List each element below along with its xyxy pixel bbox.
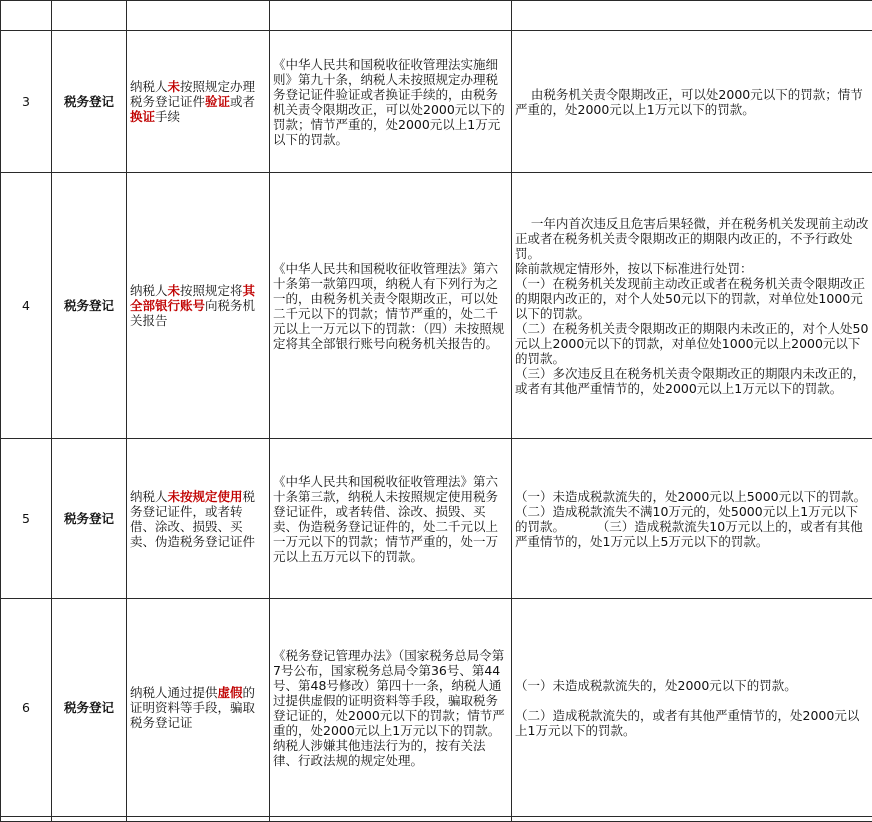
category-cell: 税务登记 <box>52 173 127 439</box>
penalty-standard: （一）未造成税款流失的，处2000元以下的罚款。 （二）造成税款流失的，或者有其他严重情节的，处2000元以上1万元以下的罚款。 <box>512 599 872 817</box>
category-cell: 税务登记 <box>52 599 127 817</box>
table-row <box>1 31 872 173</box>
penalty-standard <box>512 817 872 822</box>
violation-description <box>127 1 270 31</box>
row-number <box>1 1 52 31</box>
highlight-text: 虚假 <box>218 685 243 700</box>
description-text: 的证明资料等手段，骗取税务登记证 <box>130 685 255 730</box>
highlight-text: 未按规定使用 <box>168 489 243 504</box>
highlight-text: 未 <box>168 283 181 298</box>
row-number: 5 <box>1 439 52 599</box>
description-text: 按照规定将 <box>180 283 243 298</box>
violation-description <box>127 173 270 439</box>
penalty-standard: （一）未造成税款流失的，处2000元以上5000元以下的罚款。 （二）造成税款流失不满10万元的，处5000元以上1万元以下的罚款。 （三）造成税款流失10万元以上的，或者有其他严重情节的，处1万元以上5万元以下的罚款。 <box>512 439 872 599</box>
row-number: 4 <box>1 173 52 439</box>
violation-description <box>127 817 270 822</box>
description-text: 纳税人通过提供 <box>130 685 218 700</box>
category-cell: 税务登记 <box>52 31 127 173</box>
penalty-standard: 一年内首次违反且危害后果轻微，并在税务机关发现前主动改正或者在税务机关责令限期改正的期限内改正的，不予行政处罚。 除前款规定情形外，按以下标准进行处罚： （一）在税务机关发现前主动改正或者在税务机关责令限期改正的期限内改正的，对个人处50元以下的罚款，对单位处1000元以下的罚款。 （二）在税务机关责令限期改正的期限内未改正的，对个人处50元以上2000元以下的罚款，对单位处1000元以上2000元以下的罚款。 （三）多次违反且在税务机关责令限期改正的期限内未改正的，或者有其他严重情节的，处2000元以上1万元以下的罚款。 <box>512 173 872 439</box>
table-row <box>1 439 872 599</box>
row-number: 3 <box>1 31 52 173</box>
description-text: 税务登记证件，或者转借、涂改、损毁、买卖、伪造税务登记证件 <box>130 489 255 549</box>
penalty-standard <box>512 1 872 31</box>
table-row <box>1 599 872 817</box>
table-body <box>1 1 872 822</box>
description-text: 纳税人 <box>130 283 168 298</box>
category-cell: 税务登记 <box>52 439 127 599</box>
table-row <box>1 1 872 31</box>
table-row <box>1 173 872 439</box>
legal-basis: 《税务登记管理办法》（国家税务总局令第7号公布，国家税务总局令第36号、第44号、第48号修改）第四十一条，纳税人通过提供虚假的证明资料等手段，骗取税务登记证的，处2000元以下的罚款；情节严重的，处2000元以上1万元以下的罚款。纳税人涉嫌其他违法行为的，按有关法律、行政法规的规定处理。 <box>270 599 512 817</box>
penalty-standard: 由税务机关责令限期改正，可以处2000元以下的罚款；情节严重的，处2000元以上1万元以下的罚款。 <box>512 31 872 173</box>
highlight-text: 未 <box>168 79 181 94</box>
legal-basis: 《中华人民共和国税收征收管理法》第六十条第一款第四项，纳税人有下列行为之一的，由税务机关责令限期改正，可以处二千元以下的罚款；情节严重的，处二千元以上一万元以下的罚款：（四）未按照规定将其全部银行账号向税务机关报告的。 <box>270 173 512 439</box>
legal-basis: 《中华人民共和国税收征收管理法》第六十条第三款，纳税人未按照规定使用税务登记证件，或者转借、涂改、损毁、买卖、伪造税务登记证件的，处二千元以上一万元以下的罚款；情节严重的，处一万元以上五万元以下的罚款。 <box>270 439 512 599</box>
legal-basis: 《中华人民共和国税收征收管理法实施细则》第九十条，纳税人未按照规定办理税务登记证件验证或者换证手续的，由税务机关责令限期改正，可以处2000元以下的罚款；情节严重的，处2000元以上1万元以下的罚款。 <box>270 31 512 173</box>
legal-basis <box>270 817 512 822</box>
category-cell <box>52 1 127 31</box>
description-text: 纳税人 <box>130 489 168 504</box>
violation-description <box>127 599 270 817</box>
row-number <box>1 817 52 822</box>
highlight-text: 验证 <box>205 94 230 109</box>
category-cell <box>52 817 127 822</box>
highlight-text: 换证 <box>130 109 155 124</box>
table-row <box>1 817 872 822</box>
highlight-text: 其全部银行账号 <box>130 283 255 313</box>
violation-description <box>127 31 270 173</box>
description-text: 向税务机关报告 <box>130 298 255 328</box>
legal-basis <box>270 1 512 31</box>
violation-description <box>127 439 270 599</box>
description-text: 按照规定办理税务登记证件 <box>130 79 255 109</box>
row-number: 6 <box>1 599 52 817</box>
description-text: 或者 <box>230 94 255 109</box>
description-text: 纳税人 <box>130 79 168 94</box>
description-text: 手续 <box>155 109 180 124</box>
